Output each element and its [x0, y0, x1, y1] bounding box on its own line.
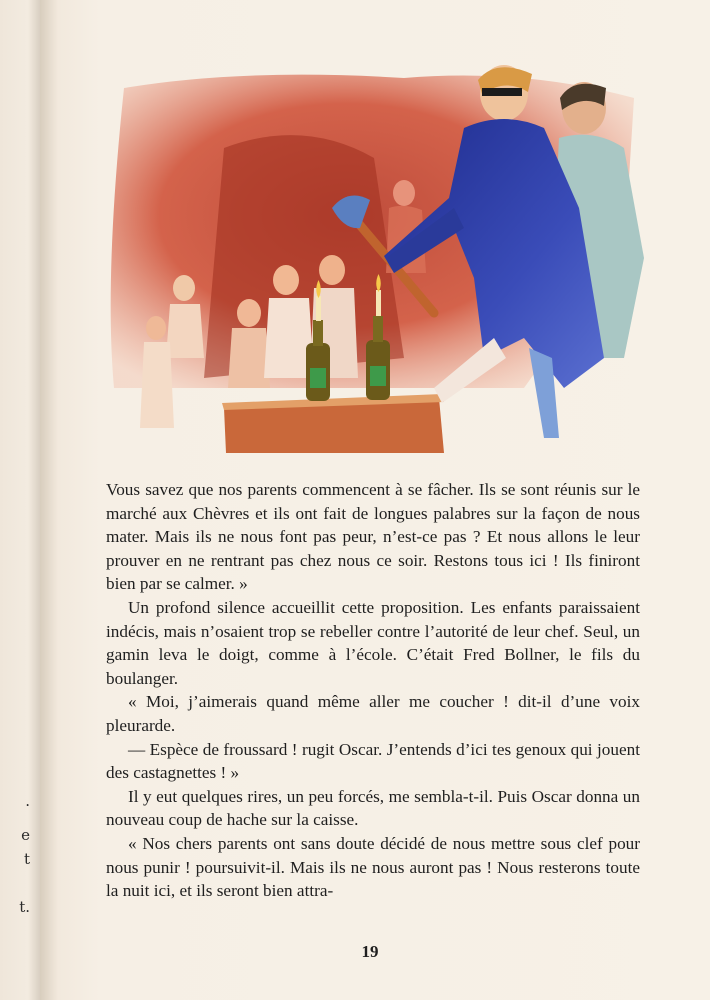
- child-body: [166, 304, 204, 358]
- background-figure-head: [393, 180, 415, 206]
- child-body: [228, 328, 270, 388]
- paragraph: « Nos chers parents ont sans doute décidé de nous mettre sous clef pour nous punir ! poursuivit-il. Mais ils ne nous auront pas ! Nous resterons toute la nuit ici, et ils seront bien attra-: [106, 833, 640, 901]
- child-head: [237, 299, 261, 327]
- prev-page-fragment: t: [23, 850, 30, 868]
- paragraph: Vous savez que nos parents commencent à se fâcher. Ils se sont réunis sur le marché aux Chèvres et ils ont fait de longues palabres sur la façon de nous mater. Mais ils ne nous font pas peur, n’est-ce pas ? Et nous allons le leur prouver en ne rentrant pas chez nous ce soir. Restons tous ici ! Ils finiront bien par se calmer. »: [106, 480, 640, 594]
- child-head: [319, 255, 345, 285]
- oscar-eyeband: [482, 88, 522, 96]
- page-number: 19: [361, 942, 379, 961]
- paragraph: Un profond silence accueillit cette proposition. Les enfants paraissaient indécis, mais n’osaient trop se rebeller contre l’autorité de leur chef. Seul, un gamin leva le doigt, comme à l’école. C’était Fred Bollner, le fils du boulanger.: [106, 597, 640, 688]
- child-head: [273, 265, 299, 295]
- illustration: [104, 58, 644, 453]
- child-head: [173, 275, 195, 301]
- paragraph: Il y eut quelques rires, un peu forcés, me sembla-t-il. Puis Oscar donna un nouveau coup de hache sur la caisse.: [106, 786, 640, 830]
- paragraph: — Espèce de froussard ! rugit Oscar. J’entends d’ici tes genoux qui jouent des castagnettes ! »: [106, 739, 640, 783]
- prev-page-fragment: t.: [19, 898, 30, 916]
- body-text: [106, 478, 640, 903]
- paragraph: « Moi, j’aimerais quand même aller me coucher ! dit-il d’une voix pleurarde.: [106, 692, 640, 735]
- child-body: [140, 342, 174, 428]
- previous-page-edge: [0, 0, 40, 1000]
- child-head: [146, 316, 166, 340]
- prev-page-fragment: .: [25, 792, 30, 810]
- prev-page-fragment: e: [21, 826, 30, 844]
